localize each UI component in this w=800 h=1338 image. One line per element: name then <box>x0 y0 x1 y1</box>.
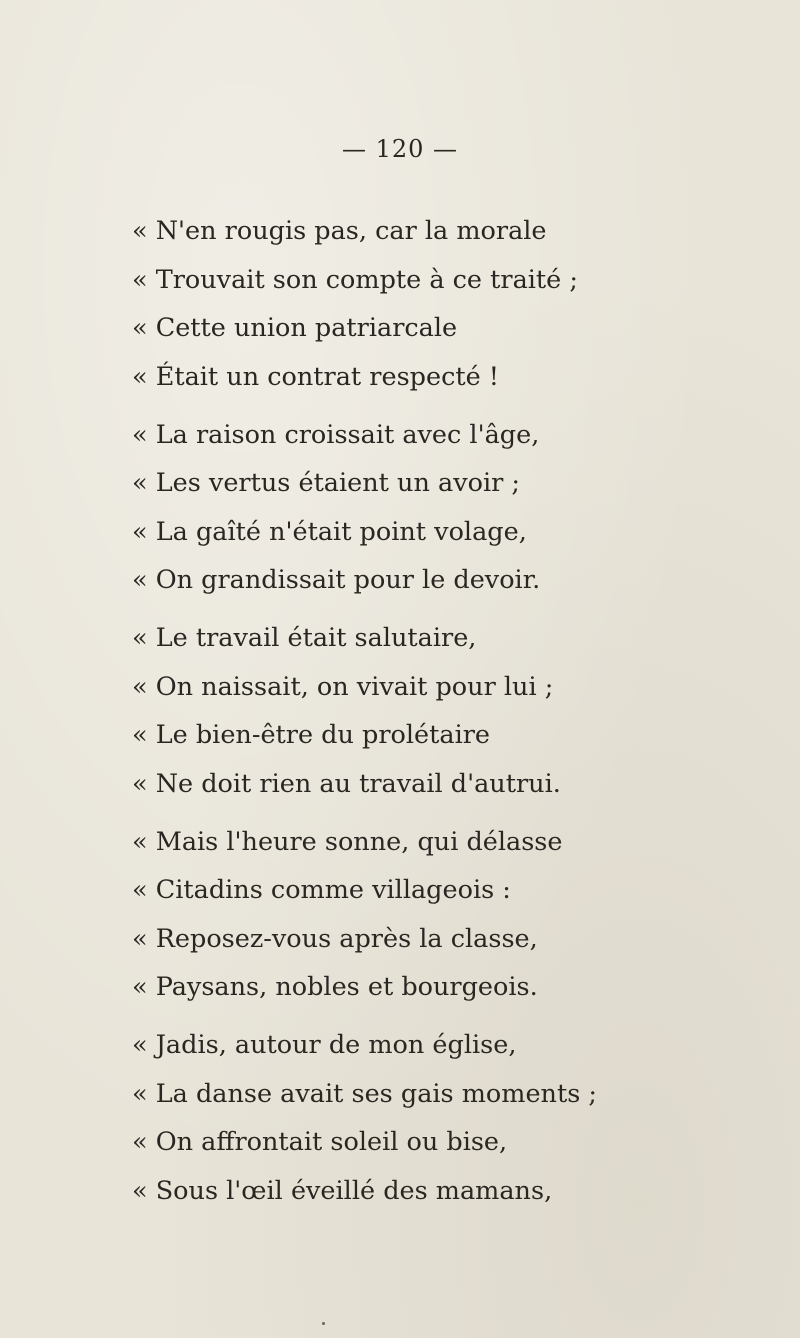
verse-line: « On naissait, on vivait pour lui ; <box>132 671 554 702</box>
verse-line: « Reposez-vous après la classe, <box>132 923 538 954</box>
page-number: — 120 — <box>341 135 459 163</box>
verse-line: « Était un contrat respecté ! <box>132 361 500 392</box>
verse-line: « Le bien-être du prolétaire <box>132 720 491 750</box>
stanza-5 <box>132 1027 772 1214</box>
verse-line: « Ne doit rien au travail d'autrui. <box>132 768 561 799</box>
stanza-3 <box>132 620 772 807</box>
verse-line: « Les vertus étaient un avoir ; <box>132 468 520 498</box>
verse-line: « On grandissait pour le devoir. <box>132 565 541 595</box>
stanza-4 <box>132 824 772 1011</box>
verse-line: « On affrontait soleil ou bise, <box>132 1127 508 1157</box>
verse-line: « Mais l'heure sonne, qui délasse <box>132 826 563 857</box>
verse-line: « N'en rougis pas, car la morale <box>132 216 547 246</box>
stanza-1 <box>132 213 772 400</box>
verse-line: « Trouvait son compte à ce traité ; <box>132 264 578 295</box>
verse-line: « Le travail était salutaire, <box>132 623 477 653</box>
verse-line: « Jadis, autour de mon église, <box>132 1030 517 1060</box>
verse-line: « Citadins comme villageois : <box>132 875 511 905</box>
verse-line: « La danse avait ses gais moments ; <box>132 1078 598 1109</box>
verse-line: « La gaîté n'était point volage, <box>132 516 527 547</box>
ink-speck <box>322 1322 325 1325</box>
verse-line: « Paysans, nobles et bourgeois. <box>132 972 538 1002</box>
verse-line: « Sous l'œil éveillé des mamans, <box>132 1175 553 1206</box>
verse-line: « La raison croissait avec l'âge, <box>132 419 540 450</box>
verse-line: « Cette union patriarcale <box>132 313 458 343</box>
stanza-2 <box>132 417 772 604</box>
poem <box>132 213 772 1231</box>
